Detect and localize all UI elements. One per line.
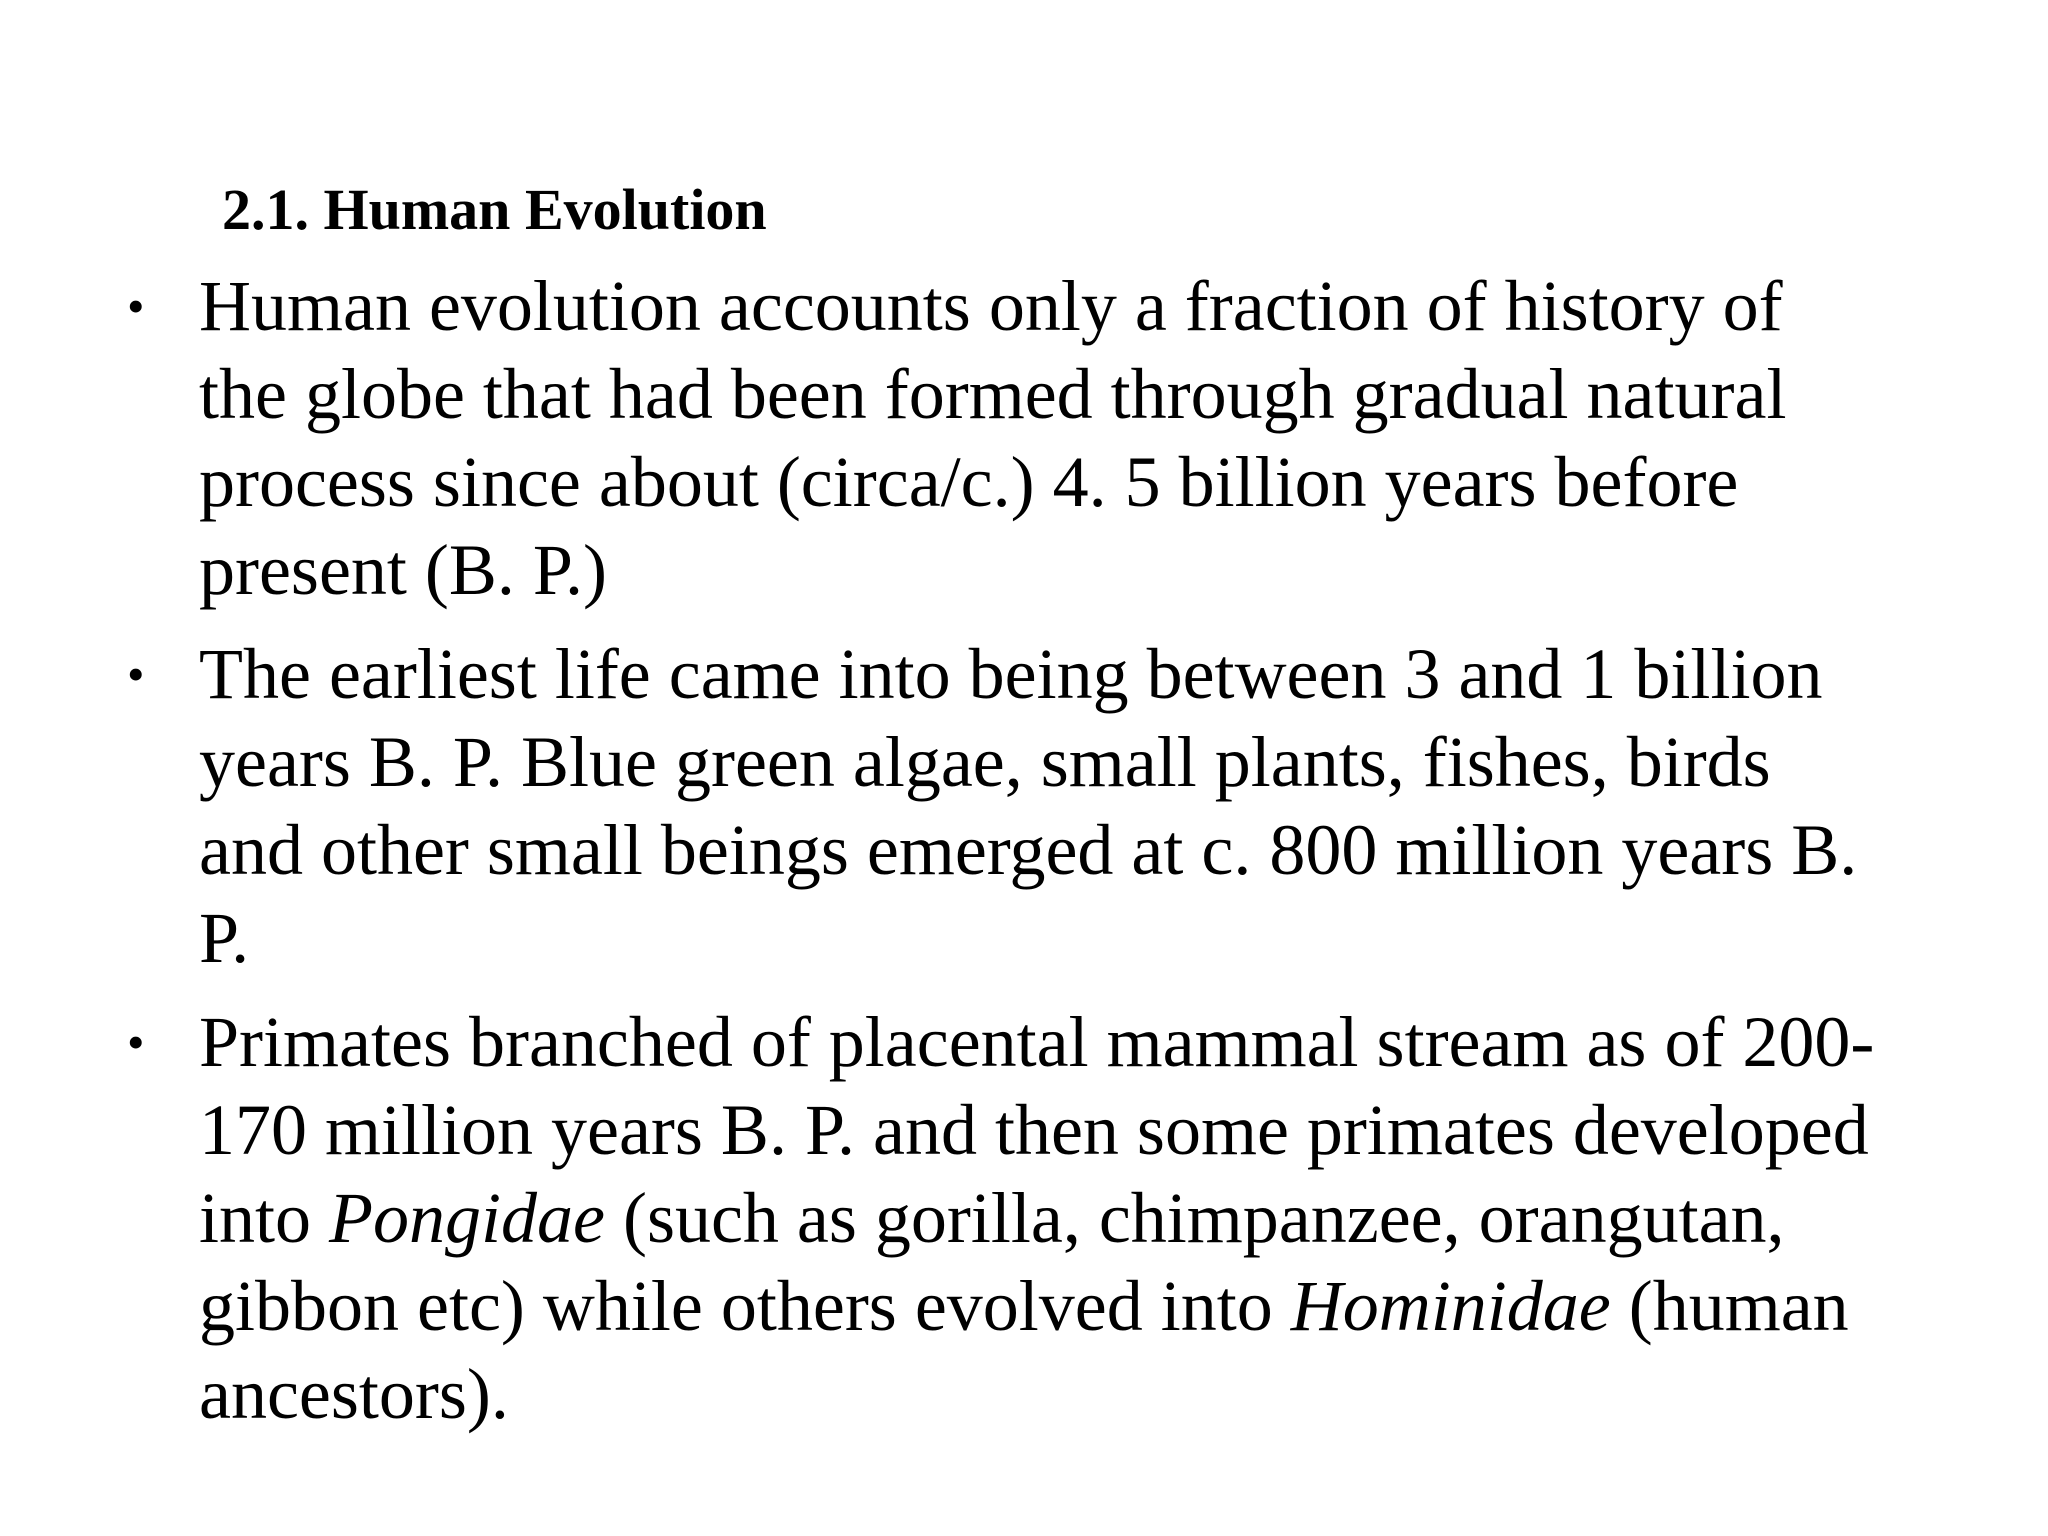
bullet-2-line-3: and other small beings emerged at c. 800 million years B. (199, 810, 1858, 890)
pongidae-term: Pongidae (329, 1178, 605, 1258)
bullet-3-line-3-text-after: (such as gorilla, chimpanzee, orangutan, (604, 1178, 1785, 1258)
bullet-1-line-2: the globe that had been formed through gradual natural (199, 354, 1787, 434)
bullet-3-line-4-text-after: (human (1610, 1266, 1849, 1346)
bullet-item-1 (115, 262, 1955, 614)
bullet-2-line-2: years B. P. Blue green algae, small plants, fishes, birds (199, 722, 1771, 802)
bullet-3-line-3 (199, 1174, 1955, 1262)
hominidae-term: Hominidae (1290, 1266, 1611, 1346)
bullet-2-line-4: P. (199, 898, 250, 978)
bullet-1-line-3: process since about (circa/c.) 4. 5 billion years before (199, 442, 1739, 522)
bullet-item-2 (115, 630, 1955, 982)
bullet-1-line-1: Human evolution accounts only a fraction of history of (199, 266, 1783, 346)
bullet-3-line-5: ancestors). (199, 1354, 509, 1434)
bullet-icon: • (127, 646, 145, 702)
bullet-2-line-1: The earliest life came into being between 3 and 1 billion (199, 634, 1823, 714)
bullet-icon: • (127, 278, 145, 334)
section-title: 2.1. Human Evolution (222, 177, 767, 242)
bullet-3-line-1: Primates branched of placental mammal stream as of 200- (199, 1002, 1875, 1082)
bullet-item-3 (115, 998, 1955, 1438)
bullet-3-line-4 (199, 1262, 1955, 1350)
bullet-3-line-4-text-before: gibbon etc) while others evolved into (199, 1266, 1291, 1346)
bullet-1-line-4: present (B. P.) (199, 530, 607, 610)
bullet-icon: • (127, 1014, 145, 1070)
bullet-3-line-3-text-before: into (199, 1178, 330, 1258)
bullet-list (115, 262, 1955, 1454)
bullet-3-line-2: 170 million years B. P. and then some primates developed (199, 1090, 1869, 1170)
